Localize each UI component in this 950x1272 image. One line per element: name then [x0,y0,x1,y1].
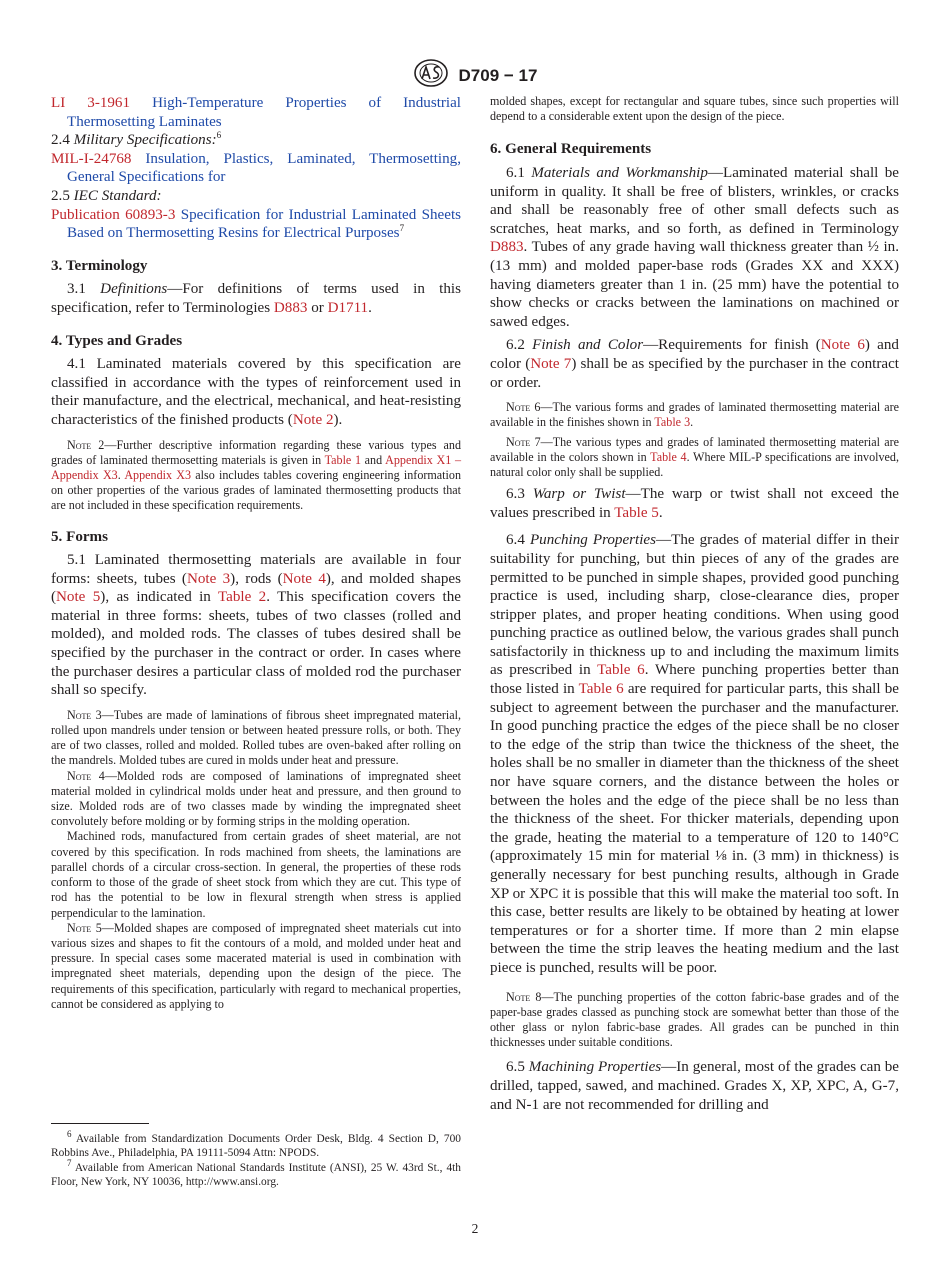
reference-iec-60893-3 [51,206,461,243]
footnote-divider [51,1123,149,1124]
ref-appendix-x3[interactable]: Appendix X3 [124,467,192,482]
reference-code[interactable]: MIL-I-24768 [51,150,132,167]
ref-note-4[interactable]: Note 4 [282,570,326,587]
section-number: 2.4 [51,132,70,149]
page-header [0,58,950,93]
section-number: 2.5 [51,187,70,204]
ref-appendix-x1-x3[interactable]: Appendix X1 – Appendix X3 [51,452,461,482]
ref-d883[interactable]: D883 [490,239,524,256]
ref-table-4[interactable]: Table 4 [650,449,687,464]
reference-title[interactable]: Specification for Industrial Laminated Sheets Based on Thermosetting Resins for Electrical Purposes [67,206,462,242]
reference-li-3-1961 [51,94,461,131]
ref-d1711[interactable]: D1711 [327,299,369,316]
reference-code[interactable]: Publication 60893-3 [51,206,176,223]
ref-note-2[interactable]: Note 2 [292,411,334,428]
ref-table-3[interactable]: Table 3 [654,415,691,430]
heading-forms: 5. Forms [51,528,109,545]
ref-table-2[interactable]: Table 2 [217,589,267,606]
ref-note-7[interactable]: Note 7 [530,355,572,372]
paragraph-6-4: 6.4 Punching Properties—The grades of material differ in their suitability for punching, but thin pieces of any of the grades are permitted to be punched in simple shapes, provided good punching practice is used, including sharp, close-clearance dies, proper stripper plates, and proper heating conditions. When using good punching practice as outlined below, the various grades shall punch satisfactorily in thickness up to and including the maximum limits as prescribed in Table 6. Where punching properties better than those listed in Table 6 are required for particular parts, this shall be subject to agreement between the purchaser and the manufacturer. In good punching practice the edges of the piece shall be no closer to the edge of the strip than twice the thickness of the sheet, the holes shall be no smaller in diameter than the thickness of the sheet nor have square corners, and the distance between the holes or between the holes and the edge of the piece shall be no less than the thickness of the sheet. For thicker materials, depending upon the grade, heating the material to a temperature of 120 to 140°C (approximately 15 min for material ⅛ in. (3 mm) in thickness) is generally necessary for best punching results, although in Grade XP or XPC it is possible that this will make the material too soft. In this case, better results are likely to be obtained by heating at lower temperatures or for a shorter time. If more than 2 min elapse between the time the strip leaves the heating medium and the last piece is punched, results will be poor. [490,532,899,976]
paragraph-4-1: 4.1 Laminated materials covered by this specification are classified in accordance with the types of reinforcement used in their manufacture, and the electrical, mechanical, and heat-resisting characteristics of the finished products (Note 2). [51,356,461,428]
ref-table-1[interactable]: Table 1 [324,452,362,467]
ref-note-5[interactable]: Note 5 [56,589,101,606]
heading-terminology: 3. Terminology [51,257,148,274]
right-column [490,94,899,1114]
heading-general-requirements: 6. General Requirements [490,141,652,158]
paragraph-6-2: 6.2 Finish and Color—Requirements for finish (Note 6) and color (Note 7) shall be as specified by the purchaser in the contract or order. [490,337,899,391]
ref-table-6[interactable]: Table 6 [597,662,645,679]
section-label: IEC Standard: [73,187,162,204]
ref-d883[interactable]: D883 [273,299,308,316]
astm-logo-icon [413,58,449,93]
note-5-continued: molded shapes, except for rectangular and square tubes, since such properties will depend to a considerable extent upon the design of the piece. [490,94,899,124]
paragraph-5-1: 5.1 Laminated thermosetting materials are available in four forms: sheets, tubes (Note 3), rods (Note 4), and molded shapes (Note 5), as indicated in Table 2. This specification covers the material in three forms: sheets, tubes of two classes (rolled and molded), and molded rods. The classes of tubes desired shall be specified by the purchaser in the contract or order. In cases where the purchaser desires a particular class of molded rod the purchaser shall so specify. [51,552,461,699]
paragraph-6-1: 6.1 Materials and Workmanship—Laminated material shall be uniform in quality. It shall be free of blisters, wrinkles, or cracks and shall be reasonably free of other small defects such as scratches, heat marks, and so forth, as defined in Terminology D883. Tubes of any grade having wall thickness greater than ½ in. (13 mm) and molded paper-base rods (Grades XX and XXX) having diameters greater than 1 in. (25 mm) have the potential to show checks or cracks between the laminations on machined or sawed edges. [490,165,899,330]
page-number: 2 [471,1221,479,1236]
ref-note-3[interactable]: Note 3 [186,570,231,587]
note-4: Note 4—Molded rods are composed of laminations of impregnated sheet material molded in cylindrical molds under heat and pressure, and then ground to size. Molded rods are of two classes made by winding the impregnated sheet convolutely before molding or by forming strips in the molding operation. [51,768,461,829]
ref-note-6[interactable]: Note 6 [820,337,865,354]
paragraph-3-1: 3.1 Definitions—For definitions of terms used in this specification, refer to Terminologies D883 or D1711. [51,281,461,316]
paragraph-6-3: 6.3 Warp or Twist—The warp or twist shall not exceed the values prescribed in Table 5. [490,486,899,521]
left-column [51,94,461,1012]
section-label: Military Specifications: [73,132,217,149]
note-5: Note 5—Molded shapes are composed of impregnated sheet materials cut into various sizes and shapes to fit the contours of a mold, and molded under heat and pressure. In special cases some macerated material is used in combination with impregnated sheet materials, depending upon the design of the piece. The requirements of this specification, particularly with regard to mechanical properties, cannot be considered as applying to [51,920,461,1011]
note-4-continued: Machined rods, manufactured from certain grades of sheet material, are not covered by this specification. In rods machined from sheets, the laminations are parallel chords of a circular cross-section. In general, the properties of these rods conform to those of the grade of sheet stock from which they are cut. This type of rod has the potential to be low in flexural strength when stress is applied perpendicular to the lamination. [51,829,461,920]
ref-table-6[interactable]: Table 6 [578,681,624,698]
footnote-6: $^6$ Available from Standardization Documents Order Desk, Bldg. 4 Section D, 700 Robbins Ave., Philadelphia, PA 19111-5094 Attn: NPODS. [51,1129,461,1160]
note-8: Note 8—The punching properties of the cotton fabric-base grades and of the paper-base grades classed as punching stock are somewhat better than those of the other glass or nylon fabric-base grades. All grades can be punched in thin thicknesses under suitable conditions. [490,989,899,1050]
reference-title[interactable]: Insulation, Plastics, Laminated, Thermosetting, General Specifications for [67,150,461,186]
reference-code[interactable]: LI 3-1961 [51,95,131,111]
footnote-7: $^7$ Available from American National Standards Institute (ANSI), 25 W. 43rd St., 4th Floor, New York, NY 10036, http://www.ansi.org. [51,1158,461,1189]
ref-table-5[interactable]: Table 5 [614,504,659,521]
document-designation: D709 − 17 [458,65,538,85]
section-2-5 [51,187,461,206]
footnote-marker: 6 [216,130,222,141]
note-3: Note 3—Tubes are made of laminations of fibrous sheet impregnated material, rolled upon mandrels under tension or between heated pressure rolls, or both. They are of two classes, rolled and molded. Rolled tubes are oven-baked after rolling on the mandrels. Molded tubes are cured in molds under heat and pressure. [51,707,461,768]
note-2: Note 2—Further descriptive information regarding these various types and grades of laminated thermosetting materials is given in Table 1 and Appendix X1 – Appendix X3. Appendix X3 also includes tables covering engineering information on other properties of the various grades of laminated thermosetting products that are not included in these specification requirements. [51,437,461,513]
note-6: Note 6—The various forms and grades of laminated thermosetting material are available in the finishes shown in Table 3. [490,400,899,430]
reference-title[interactable]: High-Temperature Properties of Industrial Thermosetting Laminates [67,95,462,130]
paragraph-6-5: 6.5 Machining Properties—In general, most of the grades can be drilled, tapped, sawed, and machined. Grades X, XP, XPC, A, G-7, and N-1 are not recommended for drilling and [490,1059,900,1113]
reference-mil-i-24768 [51,150,461,187]
section-2-4 [51,131,461,150]
heading-types-and-grades: 4. Types and Grades [51,332,183,349]
footnote-marker: 7 [399,223,405,234]
note-7: Note 7—The various types and grades of laminated thermosetting material are available in the colors shown in Table 4. Where MIL-P specifications are involved, natural color only shall be supplied. [490,434,899,479]
